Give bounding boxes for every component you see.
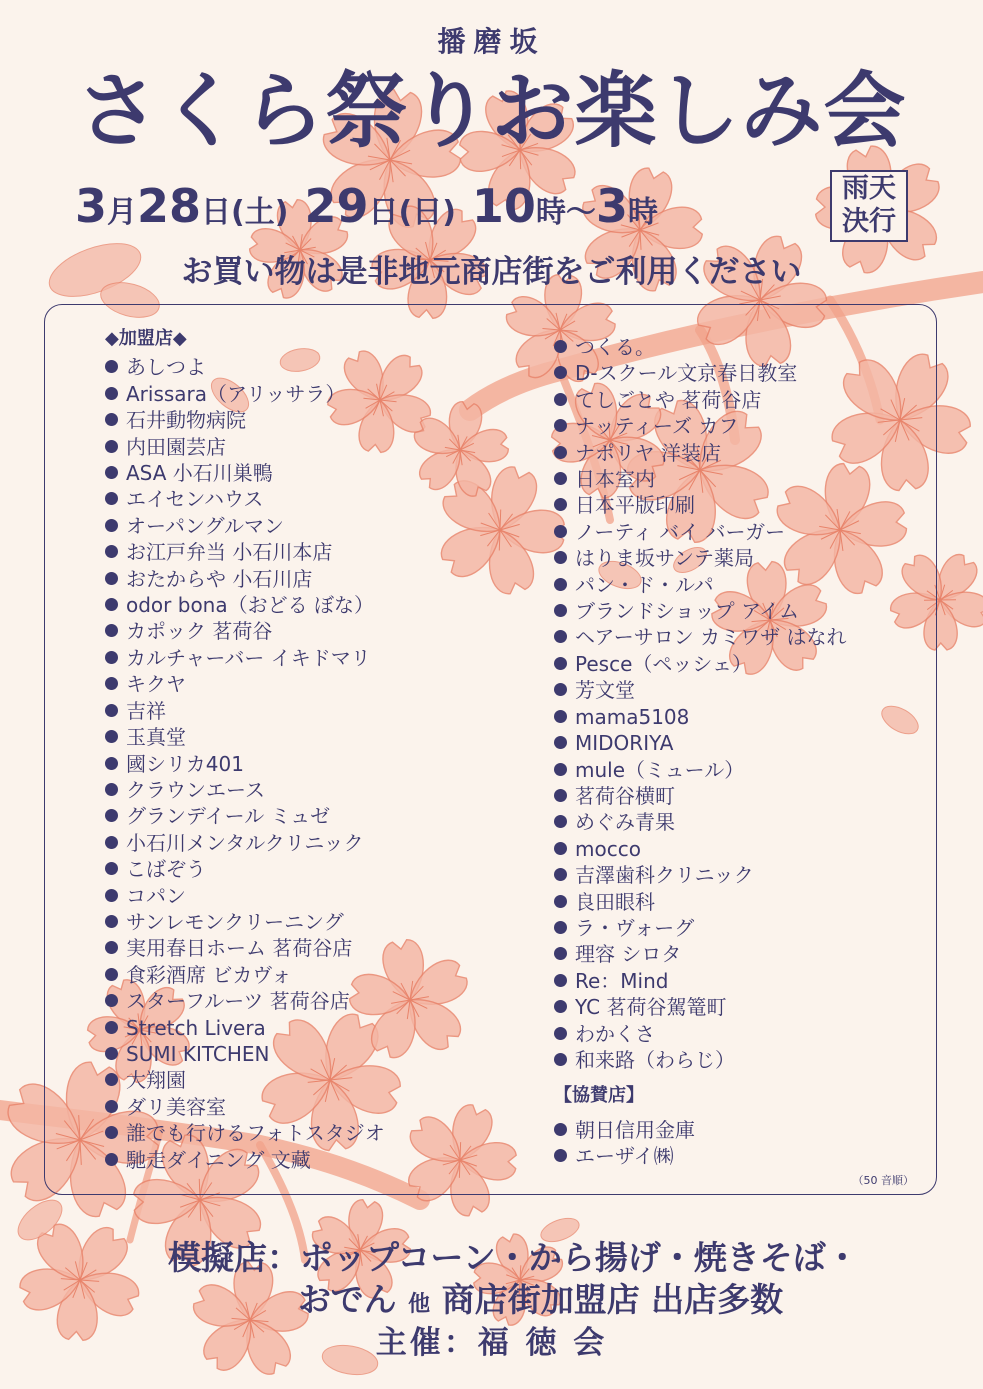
- end-hour-label: 時: [627, 195, 658, 230]
- bullet-icon: [554, 868, 567, 881]
- bullet-icon: [105, 968, 118, 981]
- list-item: [554, 889, 847, 915]
- store-name: 日本室内: [575, 467, 655, 492]
- list-item: [554, 1021, 847, 1047]
- list-item: [554, 545, 847, 571]
- store-name: パン・ド・ルパ: [575, 572, 714, 597]
- store-name: mocco: [575, 836, 641, 861]
- list-item: [554, 915, 847, 941]
- bullet-icon: [105, 466, 118, 479]
- store-name: 小石川メンタルクリニック: [126, 830, 364, 855]
- list-item: [105, 1015, 385, 1041]
- bullet-icon: [554, 921, 567, 934]
- list-item: [105, 698, 385, 724]
- bullet-icon: [105, 624, 118, 637]
- list-item: [105, 883, 385, 909]
- list-item: [554, 968, 847, 994]
- bullet-icon: [554, 525, 567, 538]
- store-name: D-スクール文京春日教室: [575, 361, 798, 386]
- day2-number: 29: [304, 179, 369, 233]
- rain-badge-line2: 決行: [842, 206, 896, 237]
- list-item: [554, 1143, 847, 1169]
- list-item: [554, 730, 847, 756]
- list-item: [554, 624, 847, 650]
- rain-or-shine-badge: [830, 170, 908, 242]
- stalls-oden: おでん: [298, 1280, 397, 1319]
- store-name: 実用春日ホーム 茗荷谷店: [126, 936, 353, 961]
- end-hour: 3: [595, 179, 628, 233]
- store-name: 内田園芸店: [126, 434, 226, 459]
- stalls-line-2: [298, 1274, 783, 1321]
- store-name: 馳走ダイニング 文藏: [126, 1147, 311, 1172]
- list-item: [554, 677, 847, 703]
- bullet-icon: [554, 947, 567, 960]
- list-item: [105, 671, 385, 697]
- list-item: [105, 354, 385, 380]
- bullet-icon: [554, 551, 567, 564]
- bullet-icon: [105, 492, 118, 505]
- bullet-icon: [554, 683, 567, 696]
- store-name: つくる。: [575, 335, 655, 359]
- list-item: [105, 856, 385, 882]
- rain-badge-line1: 雨天: [842, 173, 896, 204]
- bullet-icon: [105, 440, 118, 453]
- store-name: お江戸弁当 小石川本店: [126, 540, 333, 565]
- list-item: [554, 862, 847, 888]
- bullet-icon: [105, 360, 118, 373]
- day2-weekday: (日): [398, 195, 456, 230]
- subtitle: 播磨坂: [437, 25, 546, 58]
- member-items-right: [554, 334, 847, 1073]
- bullet-icon: [105, 651, 118, 664]
- store-name: 日本平版印刷: [575, 493, 695, 518]
- list-item: [554, 387, 847, 413]
- store-name: わかくさ: [575, 1021, 655, 1046]
- list-item: [554, 466, 847, 492]
- member-list-left: [105, 326, 385, 1173]
- list-item: [105, 1067, 385, 1093]
- bullet-icon: [105, 1021, 118, 1034]
- bullet-icon: [554, 630, 567, 643]
- list-item: [554, 941, 847, 967]
- store-name: おたからや 小石川店: [126, 566, 313, 591]
- list-item: [105, 539, 385, 565]
- store-name: ASA 小石川巣鴨: [126, 461, 273, 486]
- bullet-icon: [105, 941, 118, 954]
- store-name: YC 茗荷谷駕篭町: [575, 995, 727, 1020]
- store-name: 玉真堂: [126, 725, 186, 750]
- day2-label: 日: [368, 195, 399, 230]
- stalls-line-1: 模擬店：ポップコーン・から揚げ・焼きそば・: [168, 1238, 859, 1277]
- day1-number: 28: [137, 179, 202, 233]
- list-item: [554, 994, 847, 1020]
- list-item: [105, 962, 385, 988]
- store-name: 吉澤歯科クリニック: [575, 863, 754, 888]
- list-item: [554, 440, 847, 466]
- day1-label: 日: [201, 195, 232, 230]
- store-name: てしごとや 茗荷谷店: [575, 387, 762, 412]
- bullet-icon: [554, 974, 567, 987]
- list-item: [105, 1041, 385, 1067]
- store-name: 國シリカ401: [126, 751, 244, 776]
- bullet-icon: [105, 1153, 118, 1166]
- bullet-icon: [554, 1000, 567, 1013]
- store-name: カルチャーバー イキドマリ: [126, 645, 371, 670]
- store-list-box: [44, 304, 937, 1195]
- bullet-icon: [554, 578, 567, 591]
- bullet-icon: [105, 757, 118, 770]
- bullet-icon: [554, 763, 567, 776]
- list-item: [105, 566, 385, 592]
- event-date-time: [75, 176, 658, 243]
- list-item: [105, 513, 385, 539]
- bullet-icon: [105, 1126, 118, 1139]
- store-name: ナッティーズ カフ: [575, 414, 739, 439]
- bullet-icon: [554, 842, 567, 855]
- start-hour: 10: [471, 179, 536, 233]
- store-name: クラウンエース: [126, 777, 265, 802]
- page-title: さくら祭りお楽しみ会: [76, 64, 907, 159]
- bullet-icon: [554, 710, 567, 723]
- store-name: Pesce（ペッシェ）: [575, 651, 752, 676]
- store-name: 和来路（わらじ）: [575, 1047, 735, 1072]
- month-label: 月: [107, 195, 138, 230]
- store-name: SUMI KITCHEN: [126, 1041, 270, 1066]
- store-name: 石井動物病院: [126, 408, 246, 433]
- store-name: はりま坂サンテ薬局: [575, 546, 754, 571]
- list-item: [554, 651, 847, 677]
- store-name: めぐみ青果: [575, 810, 675, 835]
- list-item: [105, 724, 385, 750]
- sponsors-heading: 【協賛店】: [554, 1085, 644, 1107]
- store-name: スターフルーツ 茗荷谷店: [126, 989, 350, 1014]
- store-name: odor bona（おどる ぼな）: [126, 593, 374, 618]
- list-item: [554, 360, 847, 386]
- members-heading: ◆加盟店◆: [105, 328, 187, 349]
- bullet-icon: [105, 677, 118, 690]
- list-item: [554, 1047, 847, 1073]
- member-list-right: [554, 334, 847, 1170]
- list-item: [105, 830, 385, 856]
- list-item: [554, 519, 847, 545]
- list-item: [105, 777, 385, 803]
- bullet-icon: [105, 519, 118, 532]
- store-name: サンレモンクリーニング: [126, 909, 344, 934]
- bullet-icon: [554, 1149, 567, 1162]
- store-name: ブランドショップ アイム: [575, 599, 800, 624]
- list-item: [554, 572, 847, 598]
- store-name: 誰でも行けるフォトスタジオ: [126, 1121, 385, 1146]
- bullet-icon: [554, 736, 567, 749]
- store-name: MIDORIYA: [575, 731, 674, 756]
- store-name: mama5108: [575, 704, 690, 729]
- store-name: Arissara（アリッサラ）: [126, 381, 346, 406]
- bullet-icon: [554, 657, 567, 670]
- bullet-icon: [554, 789, 567, 802]
- stalls-summary: 商店街加盟店 出店多数: [441, 1280, 784, 1319]
- bullet-icon: [554, 446, 567, 459]
- list-item: [105, 909, 385, 935]
- store-name: グランデイール ミュゼ: [126, 804, 331, 829]
- bullet-icon: [105, 1073, 118, 1086]
- list-item: [105, 486, 385, 512]
- bullet-icon: [554, 340, 567, 353]
- month-number: 3: [75, 179, 108, 233]
- start-hour-label: 時～: [535, 195, 596, 230]
- bullet-icon: [554, 419, 567, 432]
- store-name: Stretch Livera: [126, 1015, 266, 1040]
- list-item: [105, 381, 385, 407]
- list-item: [105, 751, 385, 777]
- store-name: キクヤ: [126, 672, 186, 697]
- list-item: [105, 592, 385, 618]
- store-name: カポック 茗荷谷: [126, 619, 273, 644]
- store-name: ノーティ バイ バーガー: [575, 519, 786, 544]
- day1-weekday: (土): [231, 195, 289, 230]
- member-items-left: [105, 354, 385, 1173]
- list-item: [105, 434, 385, 460]
- list-item: [105, 935, 385, 961]
- list-item: [105, 1094, 385, 1120]
- bullet-icon: [105, 783, 118, 796]
- bullet-icon: [554, 1123, 567, 1136]
- store-name: エイセンハウス: [126, 487, 264, 512]
- bullet-icon: [554, 604, 567, 617]
- store-name: コパン: [126, 883, 186, 908]
- list-item: [554, 334, 847, 360]
- sponsor-items: [554, 1117, 847, 1170]
- bullet-icon: [105, 862, 118, 875]
- store-name: 吉祥: [126, 698, 166, 723]
- store-name: mule（ミュール）: [575, 757, 745, 782]
- store-name: 大翔園: [126, 1068, 186, 1093]
- list-item: [554, 757, 847, 783]
- bullet-icon: [105, 836, 118, 849]
- bullet-icon: [105, 994, 118, 1007]
- store-name: こばぞう: [126, 857, 206, 882]
- bullet-icon: [554, 815, 567, 828]
- bullet-icon: [554, 366, 567, 379]
- list-item: [554, 809, 847, 835]
- store-name: 芳文堂: [575, 678, 635, 703]
- store-name: Re：Mind: [575, 968, 669, 993]
- store-name: 朝日信用金庫: [575, 1117, 695, 1142]
- list-item: [554, 598, 847, 624]
- store-name: 茗荷谷横町: [575, 783, 675, 808]
- bullet-icon: [105, 387, 118, 400]
- bullet-icon: [105, 598, 118, 611]
- store-name: 食彩酒席 ビカヴォ: [126, 962, 292, 987]
- bullet-icon: [554, 393, 567, 406]
- list-item: [554, 836, 847, 862]
- list-item: [105, 803, 385, 829]
- store-name: あしつよ: [126, 355, 206, 380]
- bullet-icon: [554, 895, 567, 908]
- bullet-icon: [554, 498, 567, 511]
- bullet-icon: [554, 472, 567, 485]
- bullet-icon: [554, 1027, 567, 1040]
- bullet-icon: [105, 704, 118, 717]
- list-item: [554, 413, 847, 439]
- list-item: [554, 783, 847, 809]
- stalls-etc: 他: [408, 1292, 431, 1317]
- store-name: 良田眼科: [575, 889, 655, 914]
- bullet-icon: [105, 730, 118, 743]
- bullet-icon: [105, 1100, 118, 1113]
- list-item: [554, 1117, 847, 1143]
- bullet-icon: [105, 889, 118, 902]
- bullet-icon: [105, 915, 118, 928]
- store-name: オーパングルマン: [126, 513, 284, 538]
- store-name: ヘアーサロン カミワザ はなれ: [575, 625, 847, 650]
- list-item: [105, 1120, 385, 1146]
- bullet-icon: [105, 413, 118, 426]
- store-name: ダリ美容室: [126, 1094, 226, 1119]
- tagline: お買い物は是非地元商店街をご利用ください: [181, 254, 802, 290]
- store-name: エーザイ㈱: [575, 1144, 674, 1169]
- list-item: [105, 460, 385, 486]
- list-item: [105, 1147, 385, 1173]
- list-item: [105, 407, 385, 433]
- list-item: [105, 988, 385, 1014]
- list-item: [554, 492, 847, 518]
- bullet-icon: [105, 572, 118, 585]
- organizer: 主催：福 徳 会: [375, 1325, 608, 1361]
- bullet-icon: [105, 809, 118, 822]
- store-name: 理容 シロタ: [575, 942, 682, 967]
- bullet-icon: [554, 1053, 567, 1066]
- store-name: ラ・ヴォーグ: [575, 915, 695, 940]
- list-item: [554, 704, 847, 730]
- list-item: [105, 618, 385, 644]
- alphabetical-order-note: （50 音順）: [852, 1174, 914, 1187]
- bullet-icon: [105, 545, 118, 558]
- bullet-icon: [105, 1047, 118, 1060]
- list-item: [105, 645, 385, 671]
- store-name: ナポリヤ 洋装店: [575, 440, 721, 465]
